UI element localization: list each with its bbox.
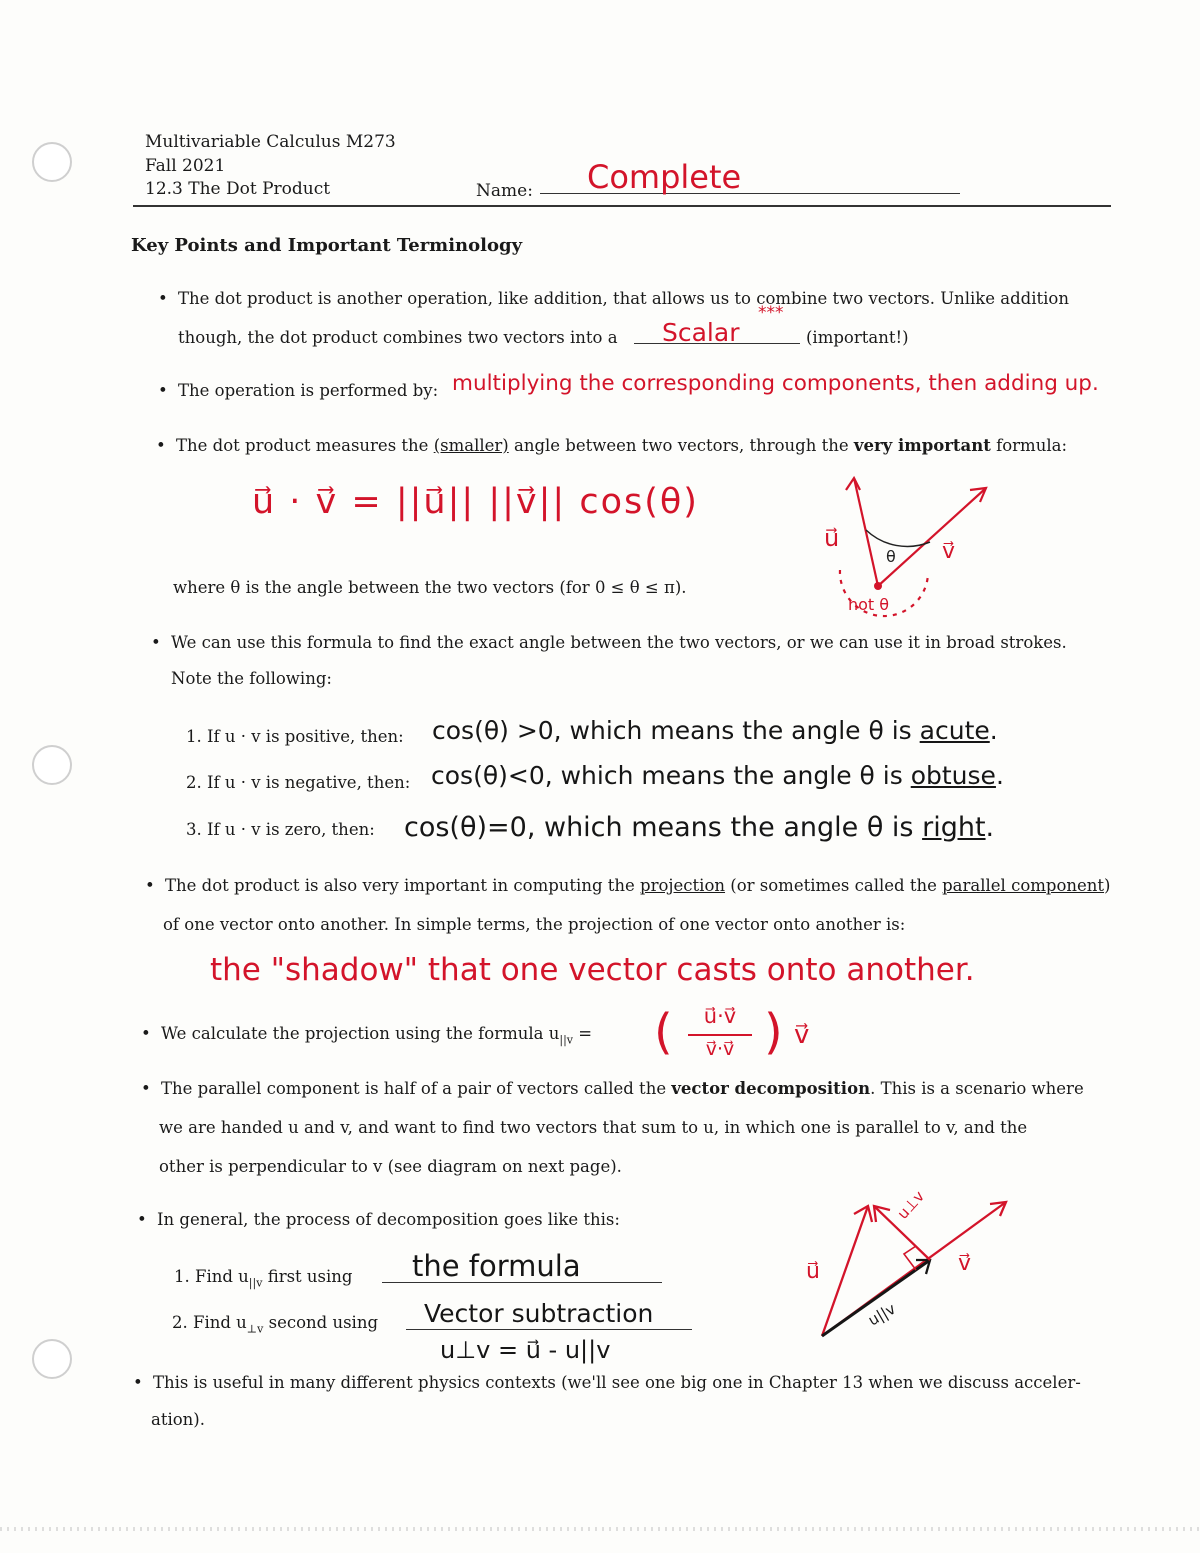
- b4-item3-answer: cos(θ)=0, which means the angle θ is right.: [404, 812, 995, 843]
- b3-where: where θ is the angle between the two vectors (for 0 ≤ θ ≤ π).: [173, 578, 687, 597]
- b6-label: • We calculate the projection using the formula $u_{||v}$ =: [161, 1024, 592, 1046]
- decomp-uperp: u⊥v: [893, 1187, 929, 1223]
- course-title: Multivariable Calculus M273: [145, 132, 396, 152]
- b4-item2-answer: cos(θ)<0, which means the angle θ is obtuse.: [431, 761, 1004, 790]
- b8-step2-equation: u⊥v = u⃗ - u||v: [440, 1336, 611, 1364]
- b6-left-paren: (: [654, 1004, 673, 1060]
- b4-item1-answer: cos(θ) >0, which means the angle θ is acute.: [432, 716, 998, 745]
- b8-step1-answer: the formula: [412, 1249, 581, 1283]
- b1-after: (important!): [806, 328, 909, 347]
- b4-item1: 1. If u · v is positive, then:: [186, 727, 404, 746]
- b1-answer: Scalar: [662, 318, 740, 347]
- binder-hole-middle: [32, 745, 72, 785]
- decomposition-diagram: [780, 1170, 1020, 1350]
- b4-line2: Note the following:: [171, 669, 332, 688]
- b7-line2: we are handed u and v, and want to find two vectors that sum to u, in which one is parallel to v, and the: [159, 1118, 1028, 1137]
- b8-step2-answer: Vector subtraction: [424, 1299, 654, 1328]
- b4-item3: 3. If u · v is zero, then:: [186, 820, 375, 839]
- name-value: Complete: [587, 158, 742, 196]
- b8-step2: 2. Find $u_{\perp v}$ second using: [172, 1313, 379, 1336]
- binder-hole-bottom: [32, 1339, 72, 1379]
- angle-diagram-v: v⃗: [942, 539, 956, 564]
- b2-label: • The operation is performed by:: [178, 381, 438, 400]
- decomp-u: u⃗: [806, 1259, 820, 1284]
- b6-denominator: v⃗·v⃗: [705, 1038, 735, 1060]
- decomp-v: v⃗: [958, 1251, 972, 1276]
- binder-hole-top: [32, 142, 72, 182]
- b4-item2: 2. If u · v is negative, then:: [186, 773, 411, 792]
- b5-line2: of one vector onto another. In simple terms, the projection of one vector onto another is:: [163, 915, 906, 934]
- b5-line1: • The dot product is also very important in computing the projection (or sometimes called the parallel component): [165, 876, 1110, 895]
- b8-step1: 1. Find $u_{||v}$ first using: [174, 1267, 353, 1290]
- b6-vec: v⃗: [794, 1020, 810, 1050]
- angle-diagram: [800, 470, 1010, 620]
- scan-edge-artifact: [0, 1527, 1200, 1531]
- section-heading: Key Points and Important Terminology: [131, 235, 523, 256]
- b7-line1: • The parallel component is half of a pair of vectors called the vector decomposition. This is a scenario where: [161, 1079, 1084, 1098]
- angle-diagram-theta: θ: [886, 547, 896, 566]
- angle-diagram-u: u⃗: [824, 524, 840, 552]
- b1-stars: ***: [758, 303, 784, 323]
- b2-answer: multiplying the corresponding components, then adding up.: [452, 371, 1099, 396]
- header-rule: [133, 205, 1111, 207]
- b1-line1: • The dot product is another operation, like addition, that allows us to combine two vectors. Unlike addition: [178, 289, 1069, 308]
- term: Fall 2021: [145, 156, 226, 176]
- b9-line2: ation).: [151, 1410, 205, 1429]
- b4-line1: • We can use this formula to find the exact angle between the two vectors, or we can use it in broad strokes.: [171, 633, 1067, 652]
- b8-label: • In general, the process of decomposition goes like this:: [157, 1210, 620, 1229]
- name-label: Name:: [476, 181, 533, 201]
- b6-fraction-bar: [688, 1034, 752, 1036]
- angle-diagram-note: not θ: [848, 595, 890, 614]
- section-title-header: 12.3 The Dot Product: [145, 179, 331, 199]
- decomp-upar: u||v: [865, 1299, 899, 1330]
- b9-line1: • This is useful in many different physics contexts (we'll see one big one in Chapter 13 when we discuss acceler-: [153, 1373, 1081, 1392]
- b1-line2: though, the dot product combines two vectors into a: [178, 328, 618, 347]
- b3-text: • The dot product measures the (smaller) angle between two vectors, through the very important formula:: [176, 436, 1067, 455]
- b6-numerator: u⃗·v⃗: [703, 1004, 737, 1028]
- b5-answer: the "shadow" that one vector casts onto another.: [210, 952, 975, 988]
- b7-line3: other is perpendicular to v (see diagram on next page).: [159, 1157, 622, 1176]
- b6-right-paren: ): [764, 1004, 783, 1060]
- b3-formula: u⃗ · v⃗ = ||u⃗|| ||v⃗|| cos(θ): [252, 482, 699, 522]
